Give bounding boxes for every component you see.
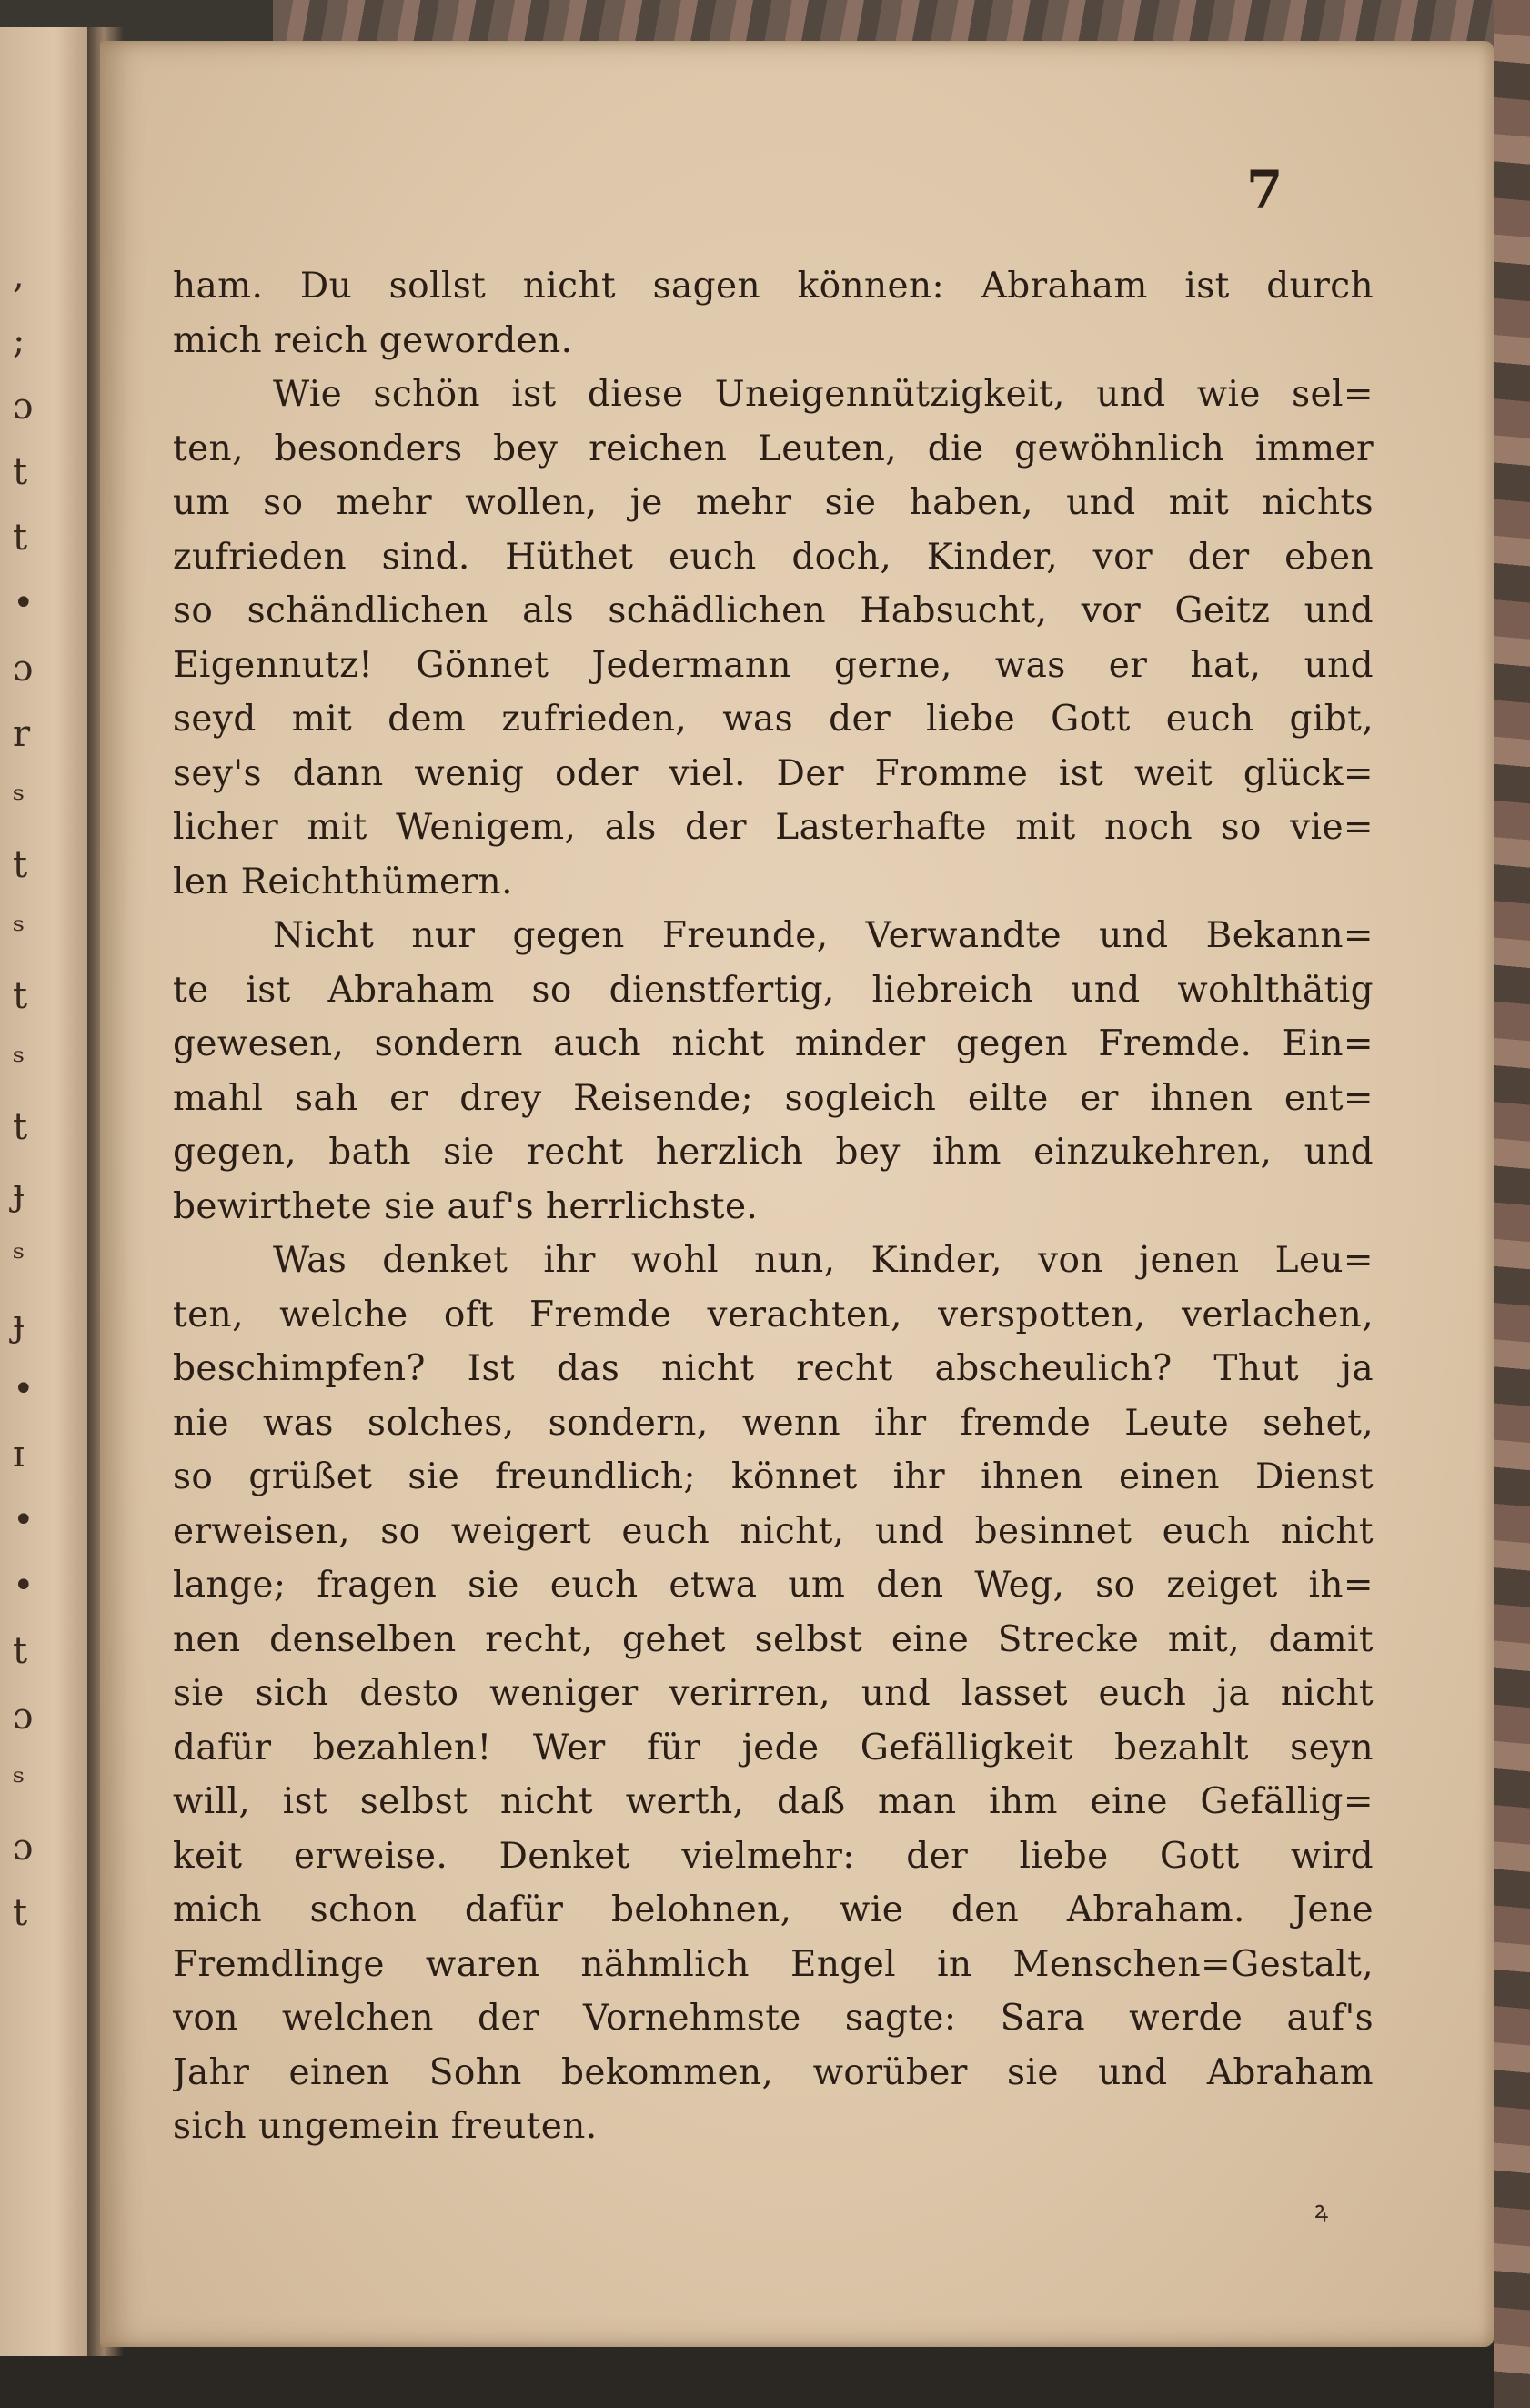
page-body-text	[173, 259, 1374, 2154]
text-line: mich schon dafür belohnen, wie den Abraham. Jene	[173, 1889, 1374, 1930]
text-line: mich reich geworden.	[173, 319, 573, 361]
text-line: von welchen der Vornehmste sagte: Sara werde auf's	[173, 1998, 1374, 2039]
text-line: Fremdlinge waren nähmlich Engel in Menschen=Gestalt,	[173, 1943, 1374, 1985]
text-line: erweisen, so weigert euch nicht, und besinnet euch nicht	[173, 1510, 1374, 1552]
text-line: zufrieden sind. Hüthet euch doch, Kinder, vor der eben	[173, 536, 1374, 578]
text-line: Was denket ihr wohl nun, Kinder, von jenen Leu=	[273, 1240, 1374, 1281]
previous-page-mark: •	[13, 582, 35, 624]
text-line: sey's dann wenig oder viel. Der Fromme ist weit glück=	[173, 752, 1374, 794]
text-line: nen denselben recht, gehet selbst eine Strecke mit, damit	[173, 1618, 1374, 1660]
previous-page-mark: r	[13, 713, 31, 755]
previous-page-line-ends	[13, 255, 40, 1958]
previous-page-mark: ˢ	[13, 1761, 25, 1803]
previous-page-mark: ɔ	[13, 1827, 34, 1869]
text-line: ten, welche oft Fremde verachten, verspotten, verlachen,	[173, 1294, 1374, 1335]
text-line: keit erweise. Denket vielmehr: der liebe Gott wird	[173, 1835, 1374, 1877]
previous-page-mark: t	[13, 1892, 28, 1934]
previous-page-mark: t	[13, 451, 28, 493]
footer-mark: ꝝ	[1314, 2197, 1329, 2224]
text-line: te ist Abraham so dienstfertig, liebreich und wohlthätig	[173, 969, 1374, 1011]
previous-page-mark: ɟ	[13, 1172, 25, 1214]
previous-page-mark: ˢ	[13, 1237, 25, 1279]
text-line: will, ist selbst nicht werth, daß man ihm eine Gefällig=	[173, 1781, 1374, 1822]
text-line: um so mehr wollen, je mehr sie haben, und mit nichts	[173, 482, 1374, 523]
book-page	[100, 41, 1494, 2347]
previous-page-mark: ɔ	[13, 1696, 34, 1738]
text-line: so schändlichen als schädlichen Habsucht, vor Geitz und	[173, 590, 1374, 631]
text-line: lange; fragen sie euch etwa um den Weg, so zeiget ih=	[173, 1565, 1374, 1606]
text-line: bewirthete sie auf's herrlichste.	[173, 1185, 759, 1227]
page-number: 7	[1246, 159, 1283, 221]
previous-page-mark: ɪ	[13, 1434, 25, 1476]
previous-page-mark: •	[13, 1499, 35, 1541]
previous-page-mark: ˢ	[13, 779, 25, 821]
previous-page-mark: •	[13, 1368, 35, 1410]
previous-page-mark: t	[13, 517, 28, 559]
text-line: Eigennutz! Gönnet Jedermann gerne, was er hat, und	[173, 644, 1374, 686]
previous-page-mark: ˢ	[13, 1041, 25, 1083]
previous-page-mark: t	[13, 844, 28, 886]
text-line: Nicht nur gegen Freunde, Verwandte und Bekann=	[273, 915, 1374, 956]
text-line: sich ungemein freuten.	[173, 2106, 598, 2147]
text-line: ten, besonders bey reichen Leuten, die gewöhnlich immer	[173, 428, 1374, 469]
text-line: gewesen, sondern auch nicht minder gegen Fremde. Ein=	[173, 1023, 1374, 1064]
previous-page-mark: ɟ	[13, 1303, 25, 1345]
text-line: Jahr einen Sohn bekommen, worüber sie und Abraham	[173, 2051, 1374, 2093]
text-line: dafür bezahlen! Wer für jede Gefälligkeit bezahlt seyn	[173, 1727, 1374, 1768]
text-line: so grüßet sie freundlich; könnet ihr ihnen einen Dienst	[173, 1456, 1374, 1497]
previous-page-mark: ɔ	[13, 386, 34, 428]
text-line: beschimpfen? Ist das nicht recht abscheulich? Thut ja	[173, 1348, 1374, 1389]
previous-page-mark: ;	[13, 320, 25, 362]
marbled-cover-right	[1494, 0, 1530, 2408]
text-line: Wie schön ist diese Uneigennützigkeit, und wie sel=	[273, 374, 1374, 415]
text-line: seyd mit dem zufrieden, was der liebe Gott euch gibt,	[173, 699, 1374, 740]
text-line: mahl sah er drey Reisende; sogleich eilte er ihnen ent=	[173, 1077, 1374, 1119]
text-line: gegen, bath sie recht herzlich bey ihm einzukehren, und	[173, 1132, 1374, 1173]
text-line: ham. Du sollst nicht sagen können: Abraham ist durch	[173, 266, 1374, 307]
previous-page-edge	[0, 27, 93, 2356]
previous-page-mark: ,	[13, 255, 25, 297]
previous-page-mark: •	[13, 1565, 35, 1607]
text-line: licher mit Wenigem, als der Lasterhafte mit noch so vie=	[173, 807, 1374, 848]
previous-page-mark: t	[13, 1630, 28, 1672]
previous-page-mark: t	[13, 1106, 28, 1148]
text-line: len Reichthümern.	[173, 861, 513, 902]
text-line: nie was solches, sondern, wenn ihr fremde Leute sehet,	[173, 1402, 1374, 1444]
text-line: sie sich desto weniger verirren, und lasset euch ja nicht	[173, 1673, 1374, 1714]
previous-page-mark: ˢ	[13, 910, 25, 952]
previous-page-mark: t	[13, 975, 28, 1017]
previous-page-mark: ɔ	[13, 648, 34, 690]
